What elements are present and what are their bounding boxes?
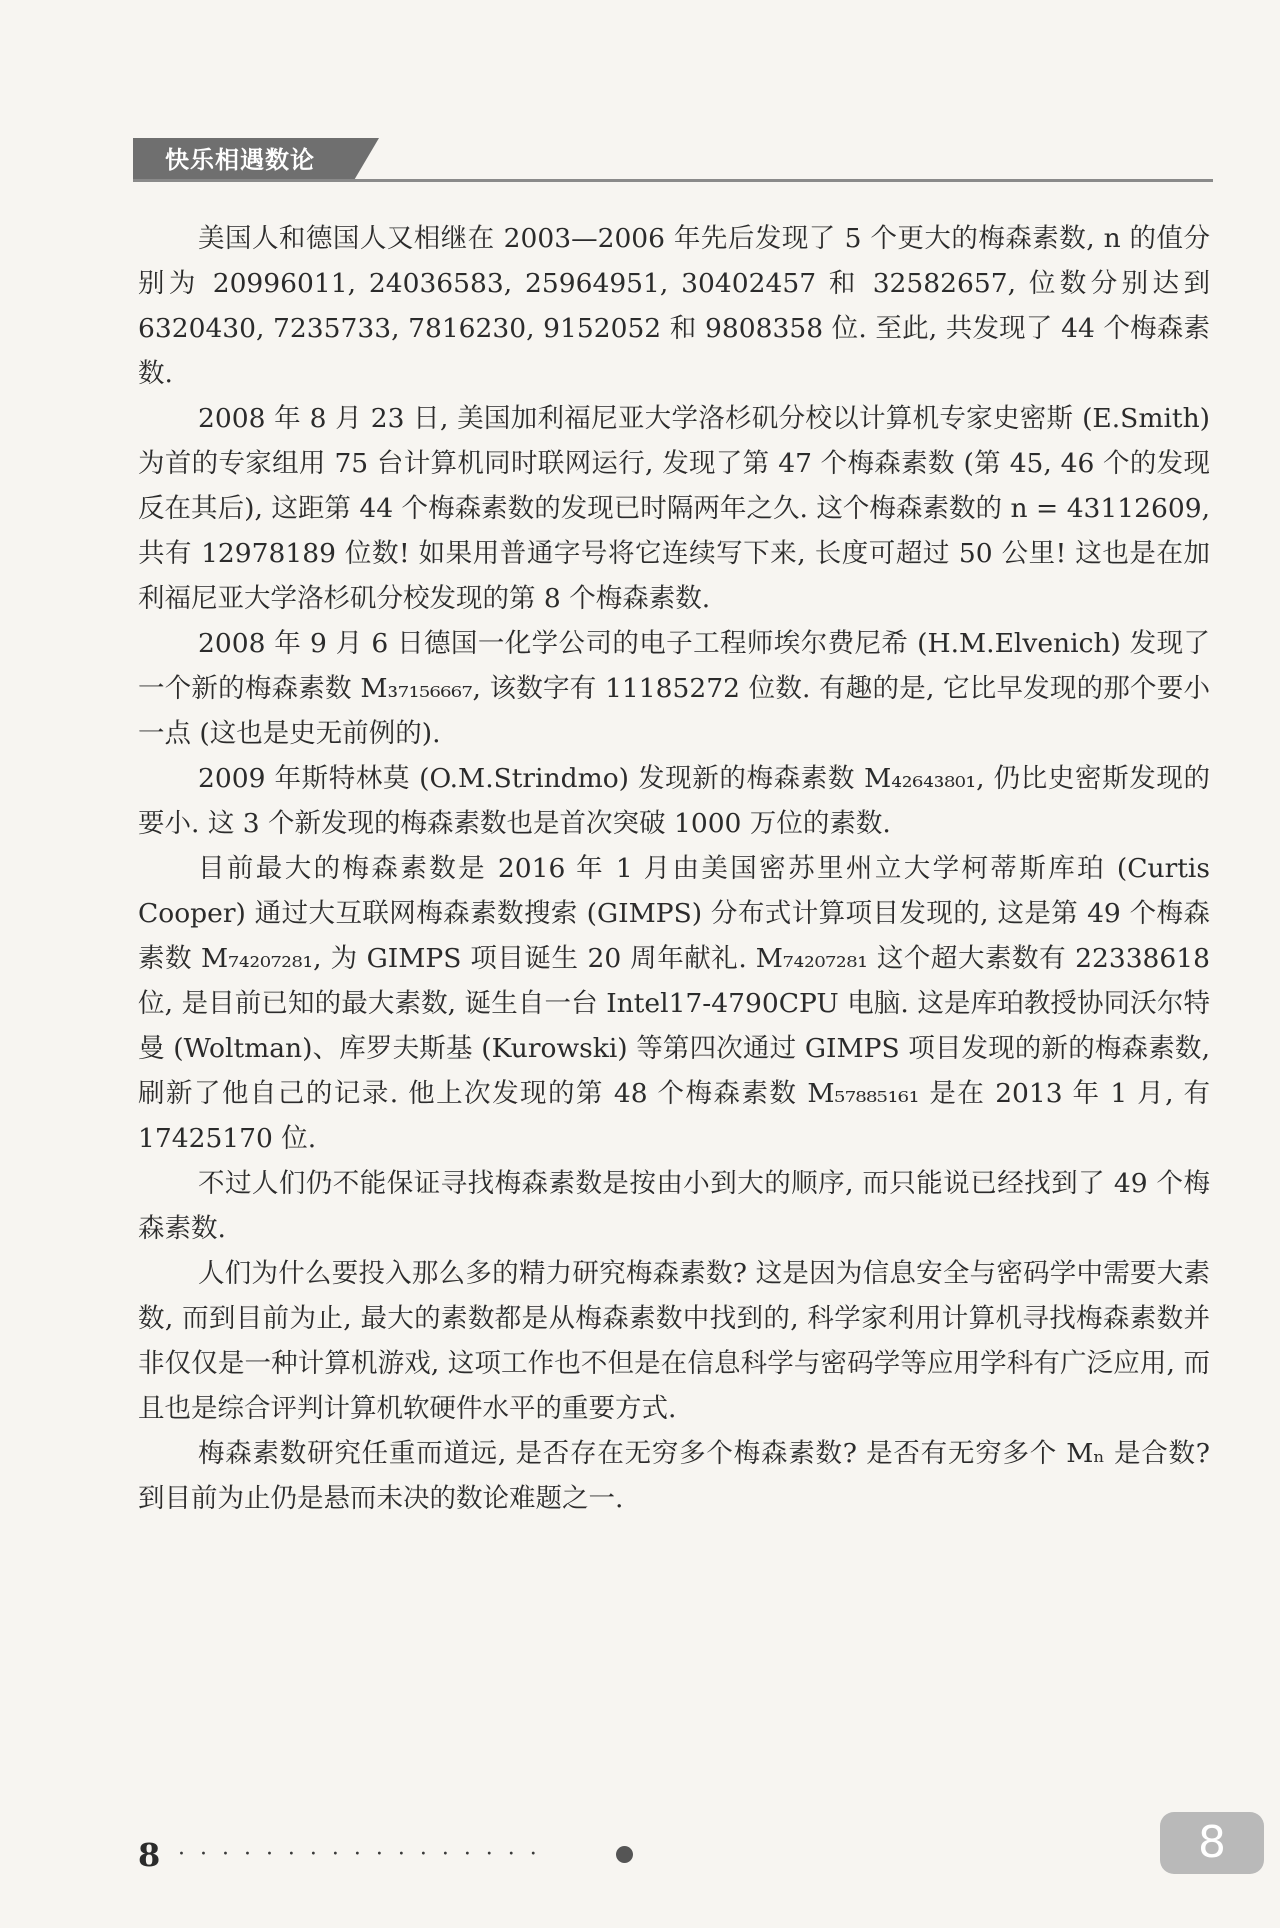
book-title-tab: 快乐相遇数论	[133, 138, 353, 182]
bullet-end-icon	[616, 1846, 633, 1863]
page-indicator-badge: 8	[1160, 1812, 1264, 1874]
running-header	[133, 138, 1213, 182]
dot-leader: · · · · · · · · · · · · · · · · ·	[178, 1842, 541, 1867]
page-number: 8	[138, 1836, 161, 1874]
paragraph-2: 2008 年 8 月 23 日, 美国加利福尼亚大学洛杉矶分校以计算机专家史密斯 (E.Smith) 为首的专家组用 75 台计算机同时联网运行, 发现了第 47 个梅森素数 (第 45, 46 个的发现反在其后), 这距第 44 个梅森素数的发现已时隔两年之久. 这个梅森素数的 n = 43112609, 共有 12978189 位数! 如果用普通字号将它连续写下来, 长度可超过 50 公里! 这也是在加利福尼亚大学洛杉矶分校发现的第 8 个梅森素数.	[138, 403, 1210, 614]
header-rule	[133, 179, 1213, 182]
paragraph-4: 2009 年斯特林莫 (O.M.Strindmo) 发现新的梅森素数 M₄₂₆₄₃₈₀₁, 仍比史密斯发现的要小. 这 3 个新发现的梅森素数也是首次突破 1000 万位的素数.	[138, 763, 1210, 839]
page-footer	[138, 1830, 1238, 1880]
paragraph-8: 梅森素数研究任重而道远, 是否存在无穷多个梅森素数? 是否有无穷多个 Mₙ 是合数? 到目前为止仍是悬而未决的数论难题之一.	[138, 1438, 1210, 1514]
paragraph-6: 不过人们仍不能保证寻找梅森素数是按由小到大的顺序, 而只能说已经找到了 49 个梅森素数.	[138, 1168, 1210, 1244]
body-text	[138, 216, 1210, 1521]
paragraph-1: 美国人和德国人又相继在 2003—2006 年先后发现了 5 个更大的梅森素数, n 的值分别为 20996011, 24036583, 25964951, 30402457 和 32582657, 位数分别达到 6320430, 7235733, 7816230, 9152052 和 9808358 位. 至此, 共发现了 44 个梅森素数.	[138, 223, 1210, 389]
paragraph-3: 2008 年 9 月 6 日德国一化学公司的电子工程师埃尔费尼希 (H.M.Elvenich) 发现了一个新的梅森素数 M₃₇₁₅₆₆₆₇, 该数字有 11185272 位数. 有趣的是, 它比早发现的那个要小一点 (这也是史无前例的).	[138, 628, 1210, 749]
paragraph-5: 目前最大的梅森素数是 2016 年 1 月由美国密苏里州立大学柯蒂斯库珀 (Curtis Cooper) 通过大互联网梅森素数搜索 (GIMPS) 分布式计算项目发现的, 这是第 49 个梅森素数 M₇₄₂₀₇₂₈₁, 为 GIMPS 项目诞生 20 周年献礼. M₇₄₂₀₇₂₈₁ 这个超大素数有 22338618 位, 是目前已知的最大素数, 诞生自一台 Intel17-4790CPU 电脑. 这是库珀教授协同沃尔特曼 (Woltman)、库罗夫斯基 (Kurowski) 等第四次通过 GIMPS 项目发现的新的梅森素数, 刷新了他自己的记录. 他上次发现的第 48 个梅森素数 M₅₇₈₈₅₁₆₁ 是在 2013 年 1 月, 有 17425170 位.	[138, 853, 1210, 1154]
paragraph-7: 人们为什么要投入那么多的精力研究梅森素数? 这是因为信息安全与密码学中需要大素数, 而到目前为止, 最大的素数都是从梅森素数中找到的, 科学家利用计算机寻找梅森素数并非仅仅是一种计算机游戏, 这项工作也不但是在信息科学与密码学等应用学科有广泛应用, 而且也是综合评判计算机软硬件水平的重要方式.	[138, 1258, 1210, 1424]
